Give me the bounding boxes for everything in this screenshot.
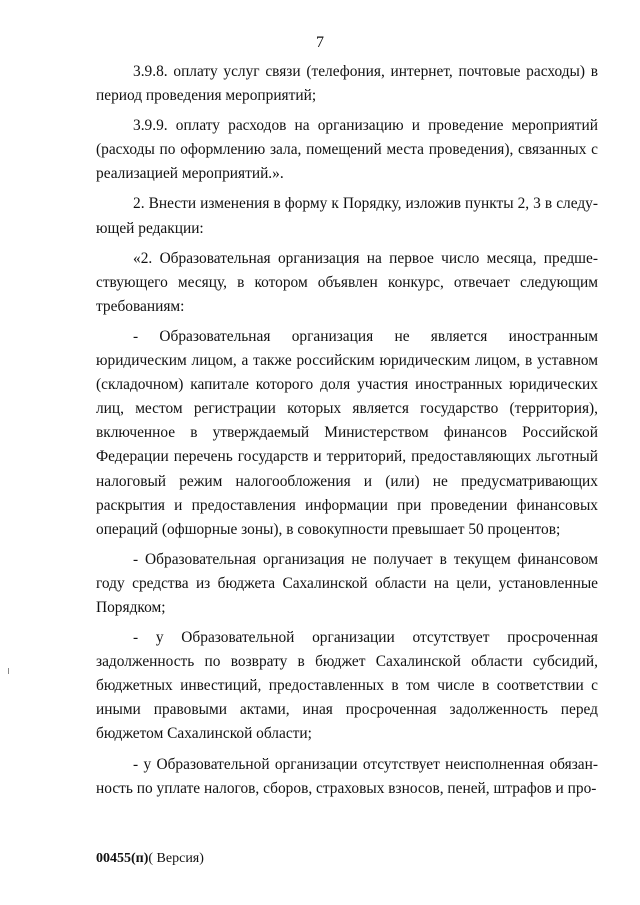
paragraph-requirement-overdue-debt: - у Образовательной организации отсутствует просроченная задолженность по возврату в бюджет Сахалинской области субсидий, бюджетных инвестиций, предоставленных в том числе в соответствии с иными правовыми актами, иная просроченная задолженность перед бюджетом Сахалинской области; bbox=[96, 629, 598, 743]
paragraph-requirement-offshore: - Образовательная организация не является иностранным юридическим лицом, а также российским юридическим лицом, в уставном (складочном) капитале которого доля участия иностранных юридических лиц, местом регистрации которых является государство (территория), включенное в утверждаемый Министерством финансов Российской Федерации перечень государств и территорий, предоставляющих льготный налоговый режим налогообложения и (или) не предусматривающих раскрытия и предоставления информации при проведении финансовых операций (офшорные зоны), в совокупности превышает 50 процентов; bbox=[96, 327, 598, 538]
paragraph-requirement-taxes: - у Образовательной организации отсутствует неисполненная обязанность по уплате налогов, сборов, страховых взносов, пеней, штрафов и про- bbox=[96, 755, 598, 797]
document-version: ( Версия) bbox=[148, 851, 204, 866]
document-code: 00455(п) bbox=[96, 851, 149, 866]
margin-mark bbox=[8, 668, 9, 674]
paragraph-requirement-budget-funds: - Образовательная организация не получает в текущем финансовом году средства из бюджета Сахалинской области на цели, установленные Порядком; bbox=[96, 550, 598, 616]
document-footer bbox=[96, 850, 204, 868]
document-body bbox=[96, 60, 598, 807]
paragraph-3-9-8: 3.9.8. оплату услуг связи (телефония, интернет, почтовые расходы) в период проведения мероприятий; bbox=[96, 63, 598, 105]
page-number: 7 bbox=[316, 34, 324, 51]
paragraph-form-item-2: «2. Образовательная организация на первое число месяца, предшествующего месяцу, в котором объявлен конкурс, отвечает следующим требованиям: bbox=[96, 249, 598, 315]
paragraph-item-2: 2. Внести изменения в форму к Порядку, изложив пункты 2, 3 в следующей редакции: bbox=[96, 195, 598, 237]
paragraph-3-9-9: 3.9.9. оплату расходов на организацию и проведение мероприятий (расходы по оформлению зала, помещений места проведения), связанных с реализацией мероприятий.». bbox=[96, 117, 598, 183]
